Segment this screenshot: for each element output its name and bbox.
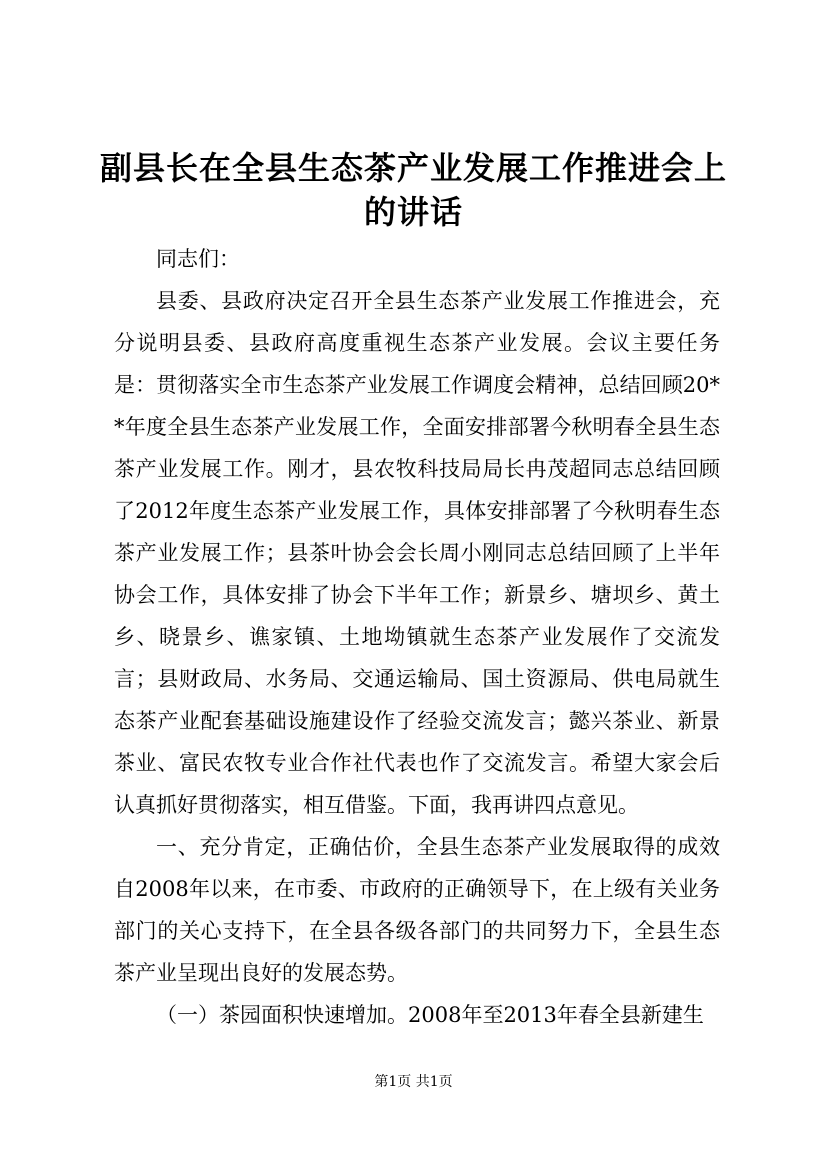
page-number-footer: 第1页 共1页 xyxy=(374,1074,453,1090)
subsection-one-paragraph: （一）茶园面积快速增加。2008年至2013年春全县新建生 xyxy=(156,1003,704,1027)
document-body xyxy=(114,238,720,1036)
section-one-paragraph: 一、充分肯定，正确估价，全县生态茶产业发展取得的成效自2008年以来，在市委、市政府的正确领导下，在上级有关业务部门的关心支持下，在全县各级各部门的共同努力下，全县生态茶产业呈现出良好的发展态势。 xyxy=(114,835,720,985)
intro-paragraph: 县委、县政府决定召开全县生态茶产业发展工作推进会，充分说明县委、县政府高度重视生态茶产业发展。会议主要任务是：贯彻落实全市生态茶产业发展工作调度会精神，总结回顾20**年度全县生态茶产业发展工作，全面安排部署今秋明春全县生态茶产业发展工作。刚才，县农牧科技局局长冉茂超同志总结回顾了2012年度生态茶产业发展工作，具体安排部署了今秋明春生态茶产业发展工作；县茶叶协会会长周小刚同志总结回顾了上半年协会工作，具体安排了协会下半年工作；新景乡、塘坝乡、黄土乡、晓景乡、谯家镇、土地坳镇就生态茶产业发展作了交流发言；县财政局、水务局、交通运输局、国土资源局、供电局就生态茶产业配套基础设施建设作了经验交流发言；懿兴茶业、新景茶业、富民农牧专业合作社代表也作了交流发言。希望大家会后认真抓好贯彻落实，相互借鉴。下面，我再讲四点意见。 xyxy=(114,289,720,817)
salutation-paragraph: 同志们： xyxy=(156,247,240,271)
document-title: 副县长在全县生态茶产业发展工作推进会上的讲话 xyxy=(100,149,728,231)
